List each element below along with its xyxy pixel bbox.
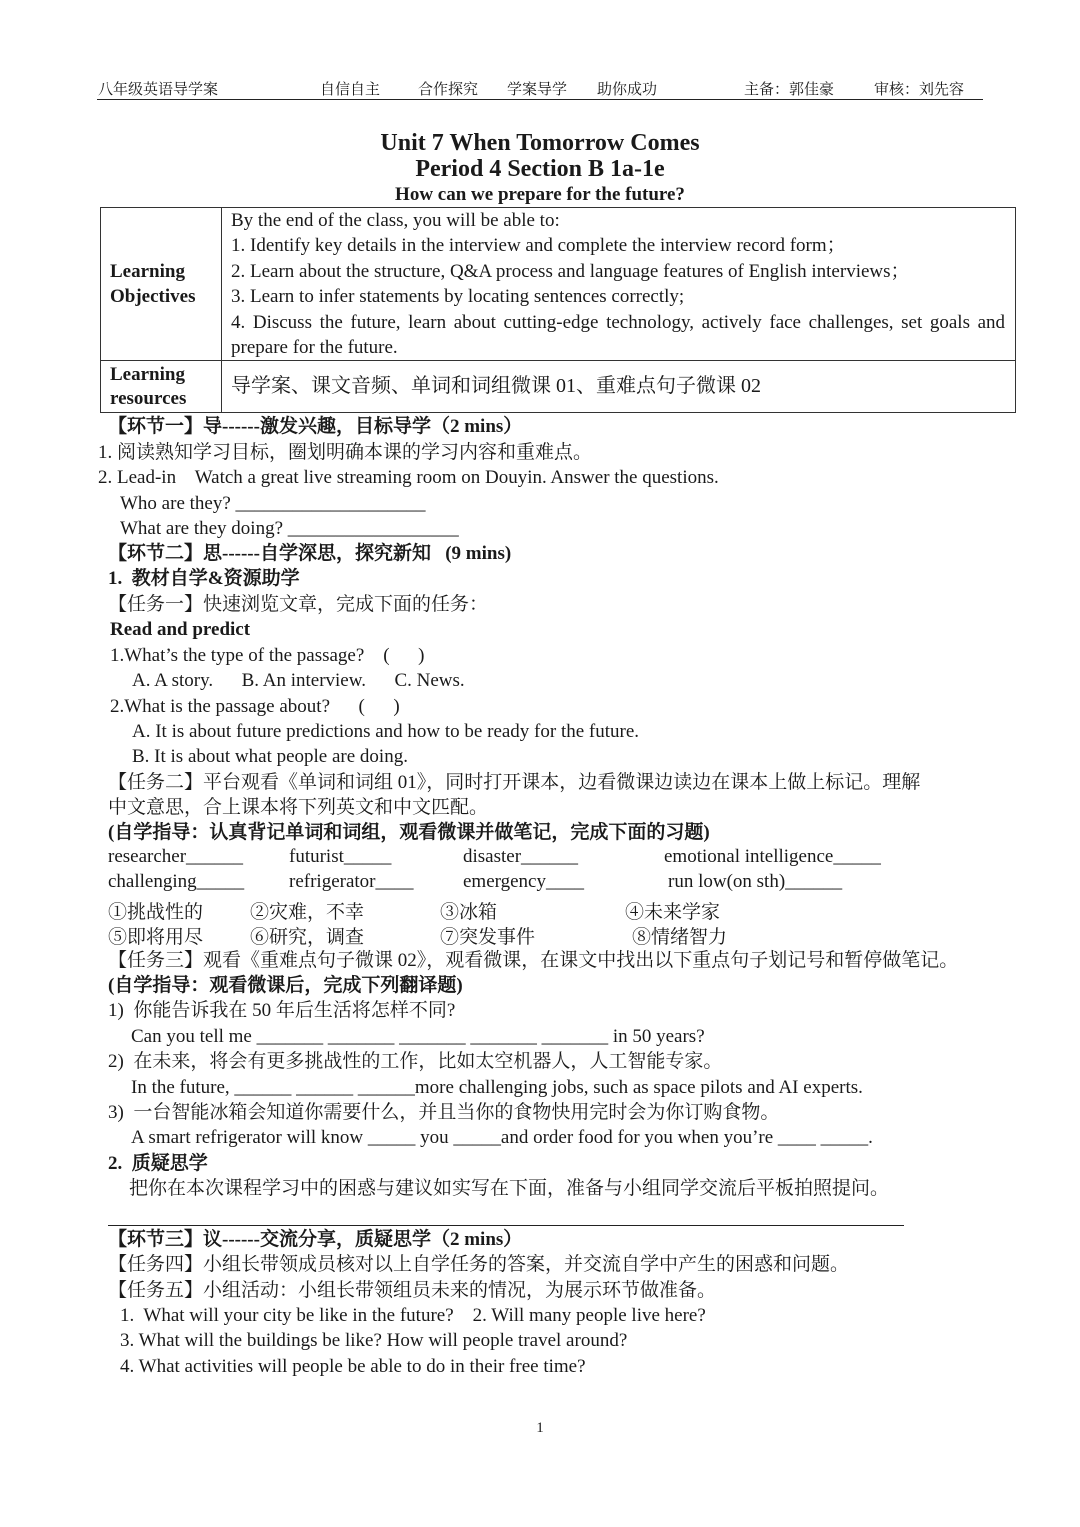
word-item: disaster______ (463, 846, 579, 867)
objectives-label-line1: Learning (110, 260, 185, 282)
objective-item: 1. Identify key details in the interview and complete the interview record form； (231, 235, 846, 257)
meaning-item: ⑦突发事件 (440, 927, 536, 948)
word-item: researcher______ (108, 846, 244, 867)
predict-question-2-option-b: B. It is about what people are doing. (132, 746, 408, 767)
guide2: (自学指导：观看微课后，完成下列翻译题) (108, 975, 463, 996)
meaning-item: ②灾难，不幸 (250, 902, 365, 923)
section1-item2: 2. Lead-in Watch a great live streaming room on Douyin. Answer the questions. (98, 467, 719, 488)
section1-item1: 1. 阅读熟知学习目标，圈划明确本课的学习内容和重难点。 (98, 442, 593, 463)
lesson-question: How can we prepare for the future? (395, 184, 685, 205)
word-item: run low(on sth)______ (668, 871, 843, 892)
answer-line (108, 1225, 904, 1226)
word-item: challenging_____ (108, 871, 245, 892)
sentence1-en: Can you tell me _______ _______ _______ _______ _______ in 50 years? (131, 1026, 705, 1047)
section1-heading: 【环节一】导------激发兴趣，目标导学（2 mins） (108, 416, 523, 437)
predict-question-2-option-a: A. It is about future predictions and how to be ready for the future. (132, 721, 640, 742)
task5: 【任务五】小组活动：小组长带领组员未来的情况，为展示环节做准备。 (108, 1280, 717, 1301)
meaning-item: ⑤即将用尽 (108, 927, 204, 948)
meaning-item: ⑧情绪智力 (632, 927, 728, 948)
objectives-content (222, 208, 1016, 361)
objectives-intro: By the end of the class, you will be able to: (231, 210, 560, 231)
objectives-label (101, 208, 222, 361)
leadin-question-2: What are they doing? __________________ (120, 518, 459, 539)
task1-heading: 【任务一】快速浏览文章，完成下面的任务： (108, 594, 489, 615)
header-grade: 八年级英语导学案 (98, 82, 219, 98)
word-item: refrigerator____ (289, 871, 414, 892)
meaning-item: ①挑战性的 (108, 902, 204, 923)
header-motto-2: 合作探究 (418, 82, 479, 98)
task2-line1: 【任务二】平台观看《单词和词组 01》，同时打开课本，边看微课边读边在课本上做上标记。理解 (108, 772, 921, 793)
sentence2-en: In the future, ______ ______ ______more challenging jobs, such as space pilots and AI experts. (131, 1077, 863, 1098)
word-item: emergency____ (463, 871, 584, 892)
word-item: emotional intelligence_____ (664, 846, 881, 867)
discussion-question-4: 4. What activities will people be able to do in their free time? (120, 1356, 586, 1377)
sentence1-cn: 1) 你能告诉我在 50 年后生活将怎样不同? (108, 1000, 456, 1021)
section2-sub1: 1. 教材自学&资源助学 (108, 568, 300, 589)
objectives-label-line2: Objectives (110, 286, 196, 308)
doubt-instruction: 把你在本次课程学习中的困惑与建议如实写在下面，准备与小组同学交流后平板拍照提问。 (129, 1178, 890, 1199)
header-chief: 主备：郭佳豪 (744, 82, 835, 98)
sentence3-en: A smart refrigerator will know _____ you _____and order food for you when you’re ____ _____. (131, 1127, 873, 1148)
header-motto-4: 助你成功 (597, 82, 658, 98)
resources-label-line2: resources (110, 387, 187, 409)
objective-item: 4. Discuss the future, learn about cutting-edge technology, actively face challenges, set goals and prepare for the future. (231, 311, 1005, 359)
objective-item: 2. Learn about the structure, Q&A process and language features of English interviews； (231, 260, 910, 282)
section2-heading: 【环节二】思------自学深思，探究新知 (9 mins) (108, 543, 512, 564)
header-motto-3: 学案导学 (507, 82, 568, 98)
task2-line2: 中文意思，合上课本将下列英文和中文匹配。 (108, 797, 489, 818)
predict-question-2: 2.What is the passage about? ( ) (110, 696, 400, 717)
guide1: (自学指导：认真背记单词和词组，观看微课并做笔记，完成下面的习题) (108, 822, 710, 843)
page-number: 1 (536, 1420, 544, 1436)
section3-heading: 【环节三】议------交流分享，质疑思学（2 mins） (108, 1229, 523, 1250)
sentence3-cn: 3) 一台智能冰箱会知道你需要什么，并且当你的食物快用完时会为你订购食物。 (108, 1102, 780, 1123)
resources-label (101, 361, 222, 413)
section2-sub2: 2. 质疑思学 (108, 1153, 208, 1174)
task4: 【任务四】小组长带领成员核对以上自学任务的答案，并交流自学中产生的困惑和问题。 (108, 1254, 850, 1275)
period-title: Period 4 Section B 1a-1e (415, 156, 665, 182)
meaning-item: ⑥研究，调查 (250, 927, 365, 948)
read-predict-title: Read and predict (110, 619, 251, 640)
word-item: futurist_____ (289, 846, 392, 867)
unit-title: Unit 7 When Tomorrow Comes (380, 130, 700, 156)
header-review: 审核：刘先容 (874, 82, 965, 98)
discussion-question-1-2: 1. What will your city be like in the future? 2. Will many people live here? (120, 1305, 706, 1326)
objective-item: 3. Learn to infer statements by locating sentences correctly; (231, 286, 685, 308)
predict-question-1-options: A. A story. B. An interview. C. News. (132, 670, 465, 691)
header-motto-1: 自信自主 (320, 82, 381, 98)
leadin-question-1: Who are they? ____________________ (120, 493, 426, 514)
task3-heading: 【任务三】观看《重难点句子微课 02》，观看微课，在课文中找出以下重点句子划记号和暂停做笔记。 (108, 950, 959, 971)
sentence2-cn: 2) 在未来，将会有更多挑战性的工作，比如太空机器人，人工智能专家。 (108, 1051, 723, 1072)
header-divider (97, 99, 983, 100)
objectives-table (100, 207, 1016, 413)
resources-content: 导学案、课文音频、单词和词组微课 01、重难点句子微课 02 (222, 361, 1016, 413)
predict-question-1: 1.What’s the type of the passage? ( ) (110, 645, 425, 666)
resources-label-line1: Learning (110, 363, 185, 385)
meaning-item: ④未来学家 (625, 902, 721, 923)
meaning-item: ③冰箱 (440, 902, 498, 923)
discussion-question-3: 3. What will the buildings be like? How will people travel around? (120, 1330, 628, 1351)
